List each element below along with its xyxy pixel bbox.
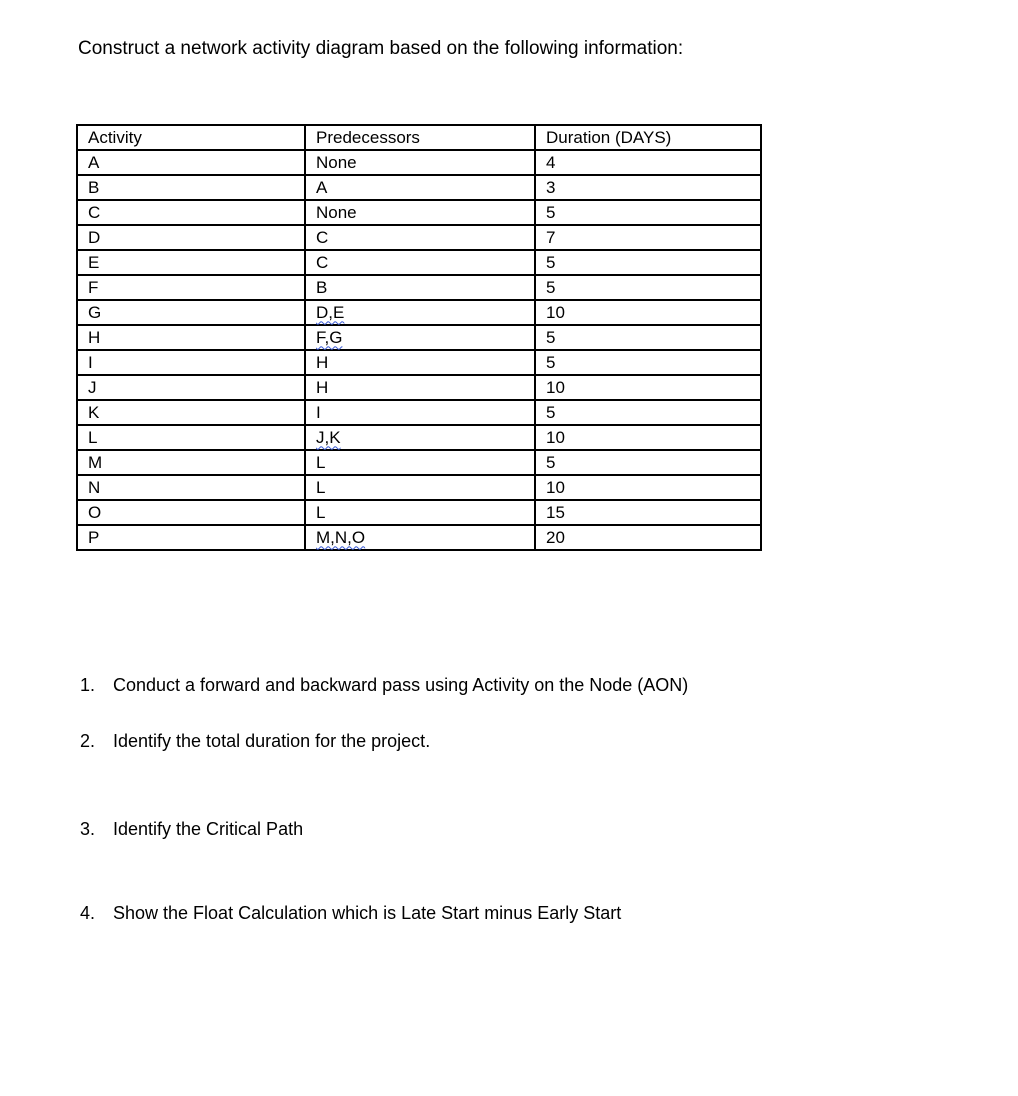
predecessors-cell-text: L	[316, 477, 326, 497]
activity-cell	[77, 525, 305, 550]
predecessors-cell	[305, 500, 535, 525]
duration-cell-text: 5	[546, 277, 556, 297]
activity-cell	[77, 150, 305, 175]
duration-cell-text: 5	[546, 452, 556, 472]
predecessors-cell	[305, 225, 535, 250]
duration-cell-text: 10	[546, 377, 565, 397]
predecessors-cell	[305, 450, 535, 475]
activity-cell-text: E	[88, 252, 100, 272]
table-row	[77, 200, 761, 225]
question-3	[80, 817, 303, 841]
activity-table	[76, 124, 762, 551]
duration-cell	[535, 250, 761, 275]
header-duration: Duration (DAYS)	[535, 125, 761, 150]
table-row	[77, 475, 761, 500]
table-body	[77, 150, 761, 550]
table-row	[77, 400, 761, 425]
activity-cell-text: M	[88, 452, 103, 472]
duration-cell	[535, 425, 761, 450]
duration-cell-text: 10	[546, 427, 565, 447]
table-row	[77, 500, 761, 525]
activity-cell-text: J	[88, 377, 97, 397]
duration-cell-text: 5	[546, 252, 556, 272]
header-activity: Activity	[77, 125, 305, 150]
activity-cell-text: P	[88, 527, 100, 547]
duration-cell	[535, 225, 761, 250]
predecessors-cell-text: L	[316, 502, 326, 522]
predecessors-cell	[305, 325, 535, 350]
predecessors-cell	[305, 250, 535, 275]
table-row	[77, 350, 761, 375]
activity-cell-text: C	[88, 202, 101, 222]
duration-cell	[535, 200, 761, 225]
activity-cell-text: G	[88, 302, 102, 322]
duration-cell	[535, 175, 761, 200]
question-number: 3.	[80, 819, 96, 839]
predecessors-cell	[305, 475, 535, 500]
duration-cell-text: 5	[546, 327, 556, 347]
activity-cell	[77, 350, 305, 375]
table-row	[77, 250, 761, 275]
duration-cell	[535, 525, 761, 550]
predecessors-cell	[305, 400, 535, 425]
duration-cell	[535, 450, 761, 475]
duration-cell	[535, 275, 761, 300]
predecessors-cell-text: C	[316, 227, 329, 247]
page-heading: Construct a network activity diagram based on the following information:	[78, 38, 684, 59]
predecessors-cell-text: None	[316, 152, 357, 172]
activity-cell	[77, 300, 305, 325]
question-4	[80, 901, 621, 925]
activity-cell-text: L	[88, 427, 98, 447]
activity-cell-text: N	[88, 477, 101, 497]
predecessors-cell-text: F,G	[316, 327, 343, 347]
table-row	[77, 175, 761, 200]
question-text: Conduct a forward and backward pass using Activity on the Node (AON)	[113, 675, 689, 695]
question-text: Identify the total duration for the project.	[113, 731, 431, 751]
duration-cell	[535, 375, 761, 400]
predecessors-cell	[305, 525, 535, 550]
question-number: 4.	[80, 903, 96, 923]
activity-cell	[77, 225, 305, 250]
activity-cell-text: H	[88, 327, 101, 347]
predecessors-cell	[305, 300, 535, 325]
table-row	[77, 275, 761, 300]
duration-cell-text: 20	[546, 527, 565, 547]
question-number: 2.	[80, 731, 96, 751]
predecessors-cell-text: C	[316, 252, 329, 272]
table-row	[77, 300, 761, 325]
predecessors-cell-text: H	[316, 377, 329, 397]
question-text: Identify the Critical Path	[113, 819, 304, 839]
activity-cell	[77, 425, 305, 450]
activity-cell	[77, 450, 305, 475]
question-1	[80, 673, 688, 697]
predecessors-cell	[305, 350, 535, 375]
predecessors-cell-text: B	[316, 277, 328, 297]
predecessors-cell	[305, 275, 535, 300]
activity-cell	[77, 325, 305, 350]
table-row	[77, 425, 761, 450]
activity-cell	[77, 175, 305, 200]
duration-cell	[535, 300, 761, 325]
duration-cell	[535, 500, 761, 525]
activity-cell	[77, 250, 305, 275]
activity-cell-text: I	[88, 352, 93, 372]
table-row	[77, 150, 761, 175]
predecessors-cell-text: J,K	[316, 427, 341, 447]
duration-cell-text: 3	[546, 177, 556, 197]
table-row	[77, 450, 761, 475]
activity-cell-text: A	[88, 152, 100, 172]
activity-cell	[77, 375, 305, 400]
activity-cell-text: F	[88, 277, 99, 297]
table-header-row	[77, 125, 761, 150]
duration-cell	[535, 400, 761, 425]
activity-cell	[77, 200, 305, 225]
question-number: 1.	[80, 675, 96, 695]
activity-cell	[77, 275, 305, 300]
duration-cell	[535, 475, 761, 500]
predecessors-cell-text: L	[316, 452, 326, 472]
table-row	[77, 225, 761, 250]
activity-cell-text: K	[88, 402, 100, 422]
predecessors-cell	[305, 425, 535, 450]
duration-cell-text: 7	[546, 227, 556, 247]
question-2	[80, 729, 430, 753]
predecessors-cell-text: M,N,O	[316, 527, 366, 547]
header-predecessors: Predecessors	[305, 125, 535, 150]
predecessors-cell-text: I	[316, 402, 321, 422]
duration-cell	[535, 325, 761, 350]
duration-cell-text: 10	[546, 477, 565, 497]
question-text: Show the Float Calculation which is Late Start minus Early Start	[113, 903, 622, 923]
predecessors-cell-text: A	[316, 177, 328, 197]
predecessors-cell	[305, 175, 535, 200]
activity-cell-text: O	[88, 502, 102, 522]
activity-cell	[77, 475, 305, 500]
table-row	[77, 525, 761, 550]
predecessors-cell	[305, 375, 535, 400]
predecessors-cell-text: None	[316, 202, 357, 222]
duration-cell	[535, 350, 761, 375]
table-row	[77, 375, 761, 400]
duration-cell	[535, 150, 761, 175]
activity-cell-text: B	[88, 177, 100, 197]
table-row	[77, 325, 761, 350]
duration-cell-text: 5	[546, 202, 556, 222]
duration-cell-text: 4	[546, 152, 556, 172]
predecessors-cell	[305, 200, 535, 225]
activity-cell	[77, 400, 305, 425]
duration-cell-text: 5	[546, 402, 556, 422]
predecessors-cell	[305, 150, 535, 175]
duration-cell-text: 15	[546, 502, 565, 522]
activity-cell	[77, 500, 305, 525]
duration-cell-text: 5	[546, 352, 556, 372]
predecessors-cell-text: H	[316, 352, 329, 372]
duration-cell-text: 10	[546, 302, 565, 322]
predecessors-cell-text: D,E	[316, 302, 345, 322]
activity-cell-text: D	[88, 227, 101, 247]
